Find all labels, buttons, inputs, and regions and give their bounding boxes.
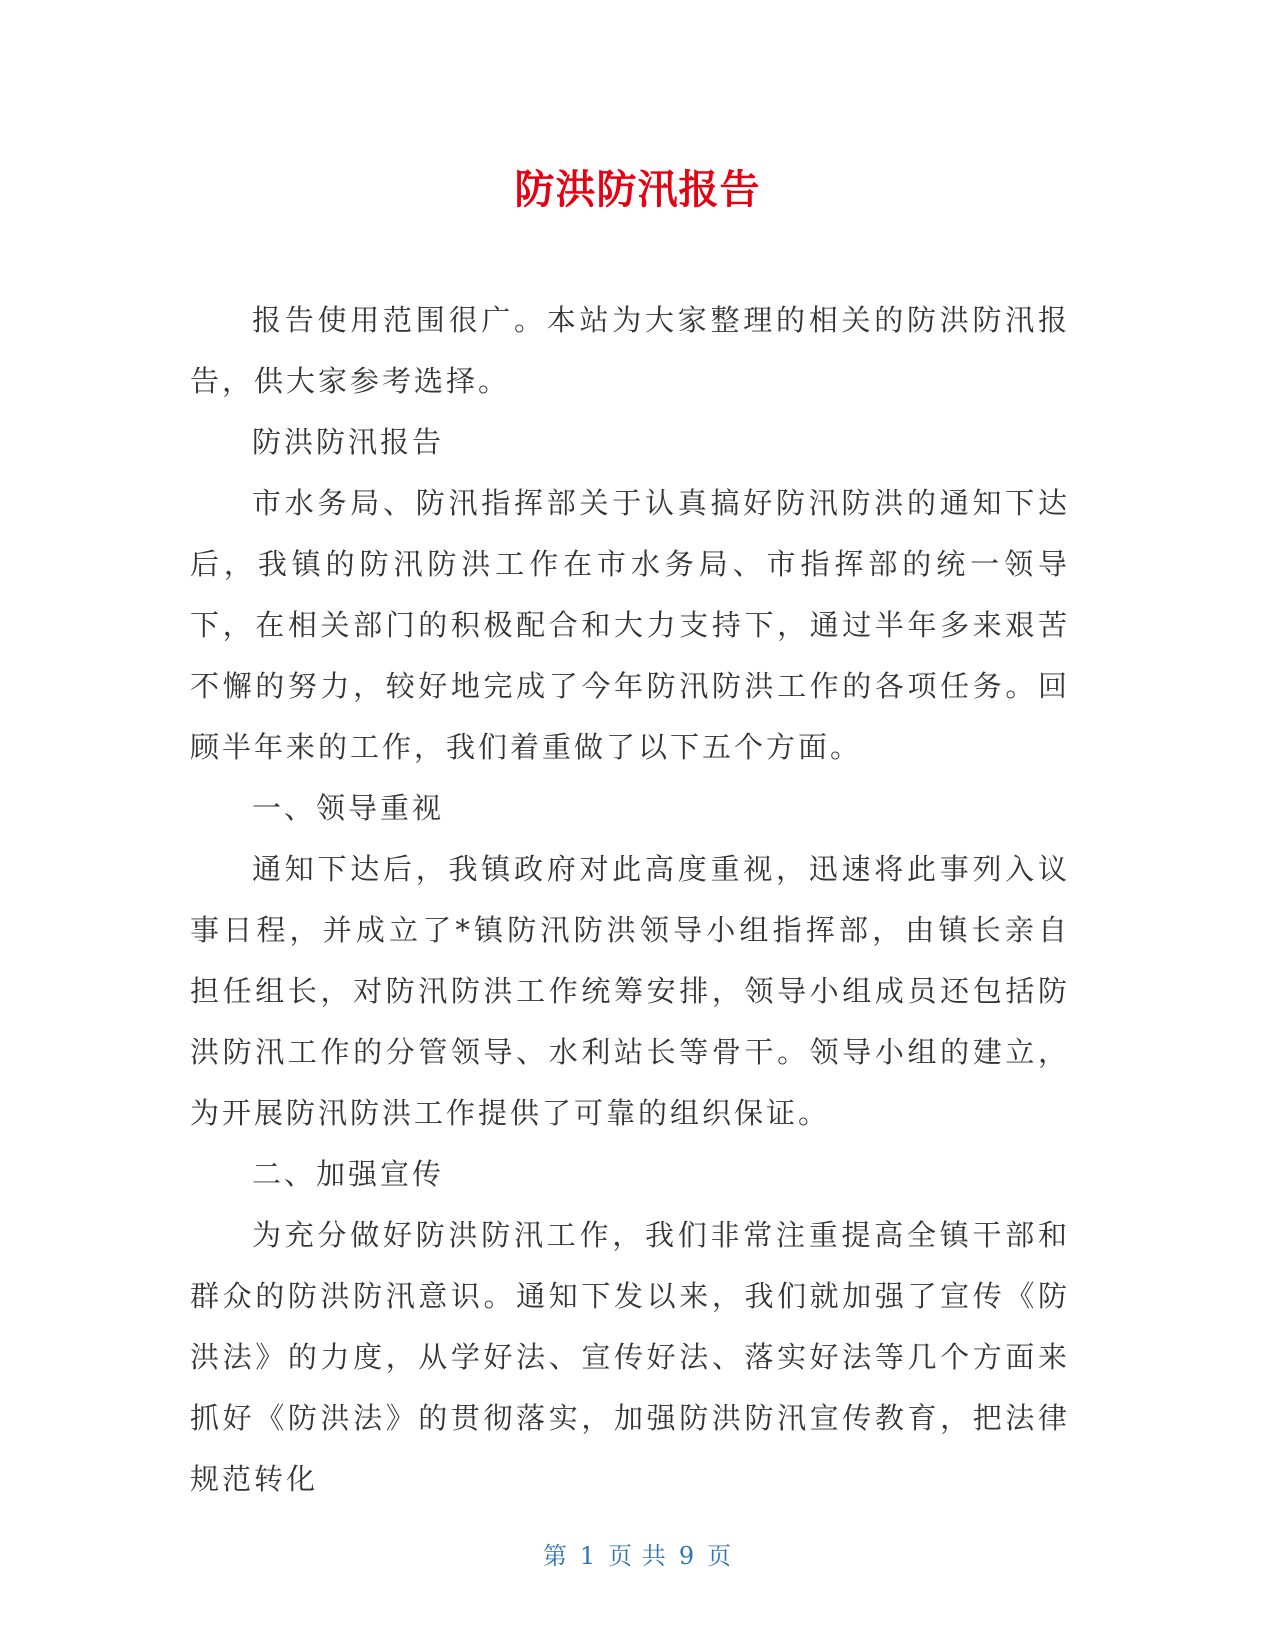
footer-prefix: 第 [542, 1542, 568, 1570]
section-1-paragraph: 通知下达后，我镇政府对此高度重视，迅速将此事列入议事日程，并成立了*镇防汛防洪领导小组指挥部，由镇长亲自担任组长，对防汛防洪工作统筹安排，领导小组成员还包括防洪防汛工作的分管领导、水利站长等骨干。领导小组的建立，为开展防汛防洪工作提供了可靠的组织保证。 [190, 852, 1070, 1130]
footer-current-page: 1 [579, 1542, 597, 1570]
footer-total-pages: 9 [678, 1542, 696, 1570]
document-body [190, 290, 1070, 1510]
section-heading-2: 二、加强宣传 [252, 1157, 445, 1191]
section-2-paragraph: 为充分做好防洪防汛工作，我们非常注重提高全镇干部和群众的防洪防汛意识。通知下发以来，我们就加强了宣传《防洪法》的力度，从学好法、宣传好法、落实好法等几个方面来抓好《防洪法》的贯彻落实，加强防洪防汛宣传教育，把法律规范转化 [190, 1218, 1070, 1496]
footer-suffix: 页 [707, 1542, 733, 1570]
footer-middle: 页 共 [608, 1542, 667, 1570]
section-heading-1: 一、领导重视 [252, 791, 445, 825]
overview-paragraph: 市水务局、防汛指挥部关于认真搞好防汛防洪的通知下达后，我镇的防汛防洪工作在市水务局、市指挥部的统一领导下，在相关部门的积极配合和大力支持下，通过半年多来艰苦不懈的努力，较好地完成了今年防汛防洪工作的各项任务。回顾半年来的工作，我们着重做了以下五个方面。 [190, 486, 1070, 764]
subtitle-paragraph: 防洪防汛报告 [252, 425, 445, 459]
document-title: 防洪防汛报告 [514, 167, 761, 213]
intro-paragraph: 报告使用范围很广。本站为大家整理的相关的防洪防汛报告，供大家参考选择。 [190, 303, 1070, 398]
page-footer [0, 1540, 1275, 1572]
